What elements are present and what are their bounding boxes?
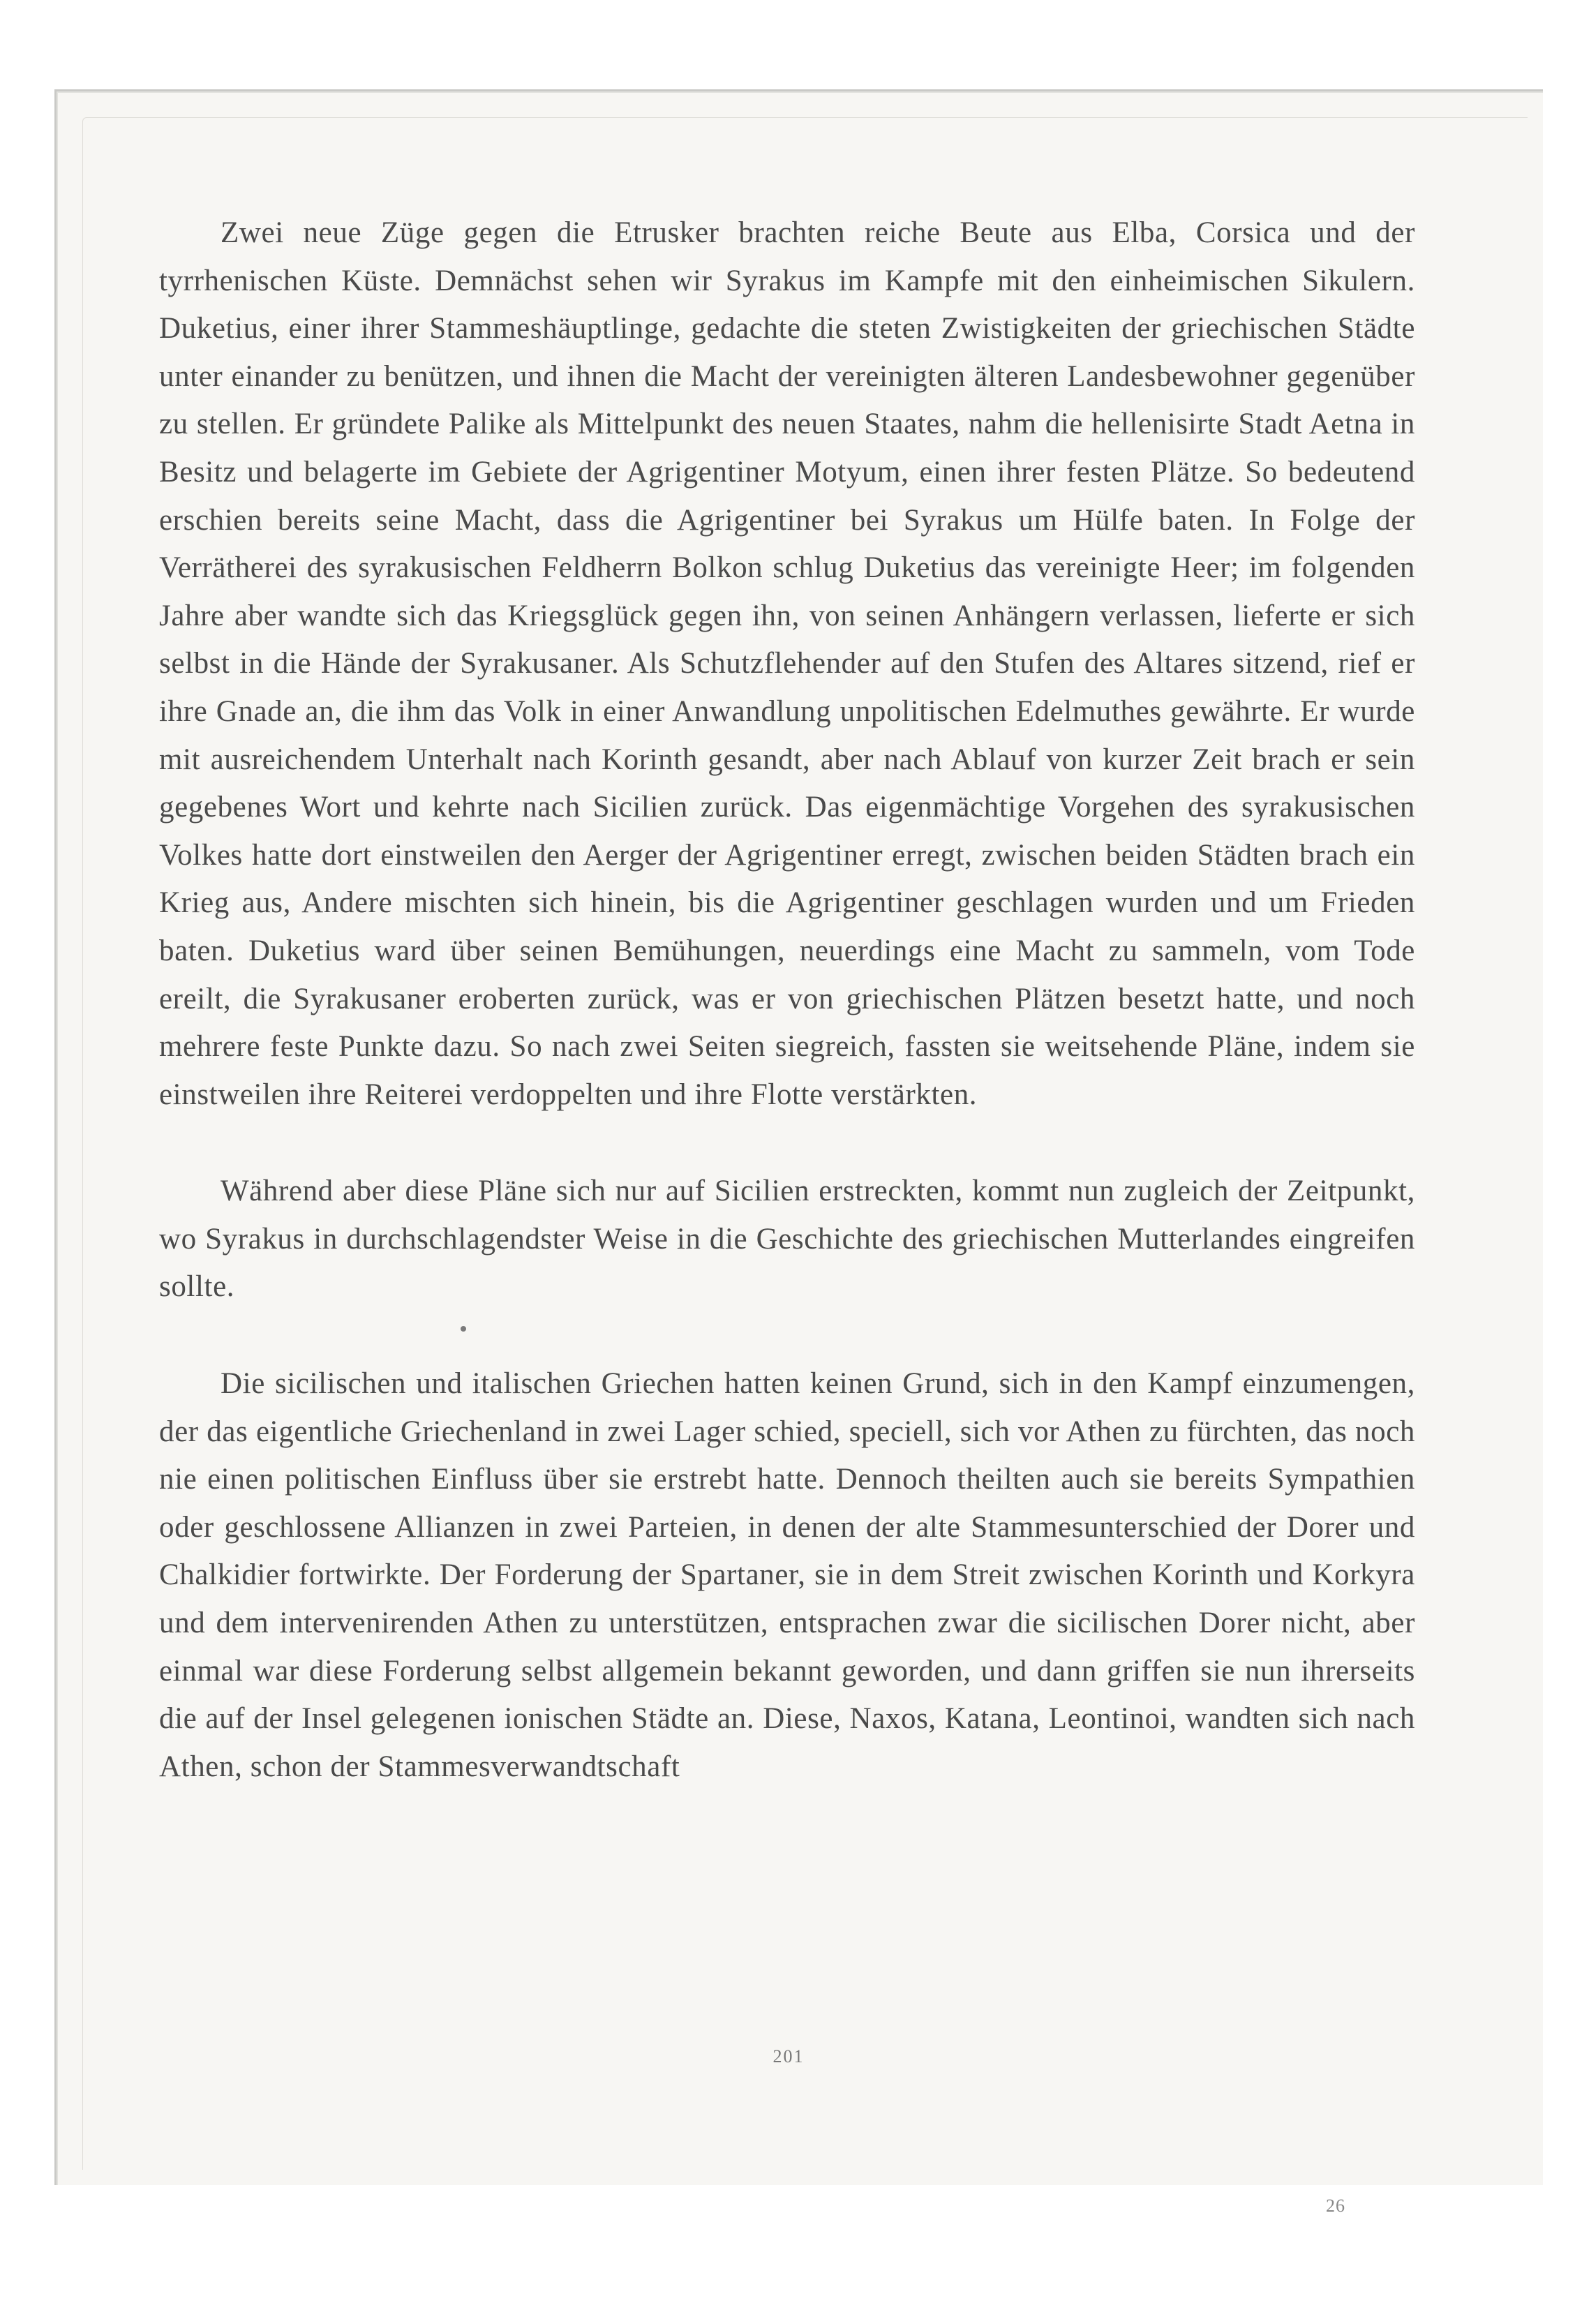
paragraph-3: Die sicilischen und italischen Griechen hatten keinen Grund, sich in den Kampf einzumengen, der das eigentliche Griechenland in zwei Lager schied, speciell, sich vor Athen zu fürchten, das noch nie einen politischen Einfluss über sie erstrebt hatte. Dennoch theilten auch sie bereits Sympathien oder geschlossene Allianzen in zwei Parteien, in denen der alte Stammesunterschied der Dorer und Chalkidier fortwirkte. Der Forderung der Spartaner, sie in dem Streit zwischen Korinth und Korkyra und dem intervenirenden Athen zu unterstützen, entsprachen zwar die sicilischen Dorer nicht, aber einmal war diese Forderung selbst allgemein bekannt geworden, und dann griffen sie nun ihrerseits die auf der Insel gelegenen ionischen Städte an. Diese, Naxos, Katana, Leontinoi, wandten sich nach Athen, schon der Stammesverwandtschaft — [159, 1367, 1415, 1783]
paragraph-1: Zwei neue Züge gegen die Etrusker brachten reiche Beute aus Elba, Corsica und der tyrrhenischen Küste. Demnächst sehen wir Syrakus im Kampfe mit den einheimischen Sikulern. Duketius, einer ihrer Stammeshäuptlinge, gedachte die steten Zwistigkeiten der griechischen Städte unter einander zu benützen, und ihnen die Macht der vereinigten älteren Landesbewohner gegenüber zu stellen. Er gründete Palike als Mittelpunkt des neuen Staates, nahm die hellenisirte Stadt Aetna in Besitz und belagerte im Gebiete der Agrigentiner Motyum, einen ihrer festen Plätze. So bedeutend erschien bereits seine Macht, dass die Agrigentiner bei Syrakus um Hülfe baten. In Folge der Verrätherei des syrakusischen Feldherrn Bolkon schlug Duketius das vereinigte Heer; im folgenden Jahre aber wandte sich das Kriegsglück gegen ihn, von seinen Anhängern verlassen, lieferte er sich selbst in die Hände der Syrakusaner. Als Schutzflehender auf den Stufen des Altares sitzend, rief er ihre Gnade an, die ihm das Volk in einer Anwandlung unpolitischen Edelmuthes gewährte. Er wurde mit ausreichendem Unterhalt nach Korinth gesandt, aber nach Ablauf von kurzer Zeit brach er sein gegebenes Wort und kehrte nach Sicilien zurück. Das eigenmächtige Vorgehen des syrakusischen Volkes hatte dort einstweilen den Aerger der Agrigentiner erregt, zwischen beiden Städten brach ein Krieg aus, Andere mischten sich hinein, bis die Agrigentiner geschlagen wurden und um Frieden baten. Duketius ward über seinen Bemühungen, neuerdings eine Macht zu sammeln, vom Tode ereilt, die Syrakusaner eroberten zurück, was er von griechischen Plätzen besetzt hatte, und noch mehrere feste Punkte dazu. So nach zwei Seiten siegreich, fassten sie weitsehende Pläne, indem sie einstweilen ihre Reiterei verdoppelten und ihre Flotte verstärkten. — [159, 216, 1415, 1111]
ornament-dot — [461, 1326, 466, 1332]
page-number: 201 — [772, 2046, 805, 2066]
paragraph-2: Während aber diese Pläne sich nur auf Sicilien erstreckten, kommt nun zugleich der Zeitpunkt, wo Syrakus in durchschlagendster Weise in die Geschichte des griechischen Mutterlandes eingreifen sollte. — [159, 1175, 1415, 1304]
body-text — [159, 209, 1415, 1791]
signature-mark: 26 — [1326, 2196, 1345, 2216]
